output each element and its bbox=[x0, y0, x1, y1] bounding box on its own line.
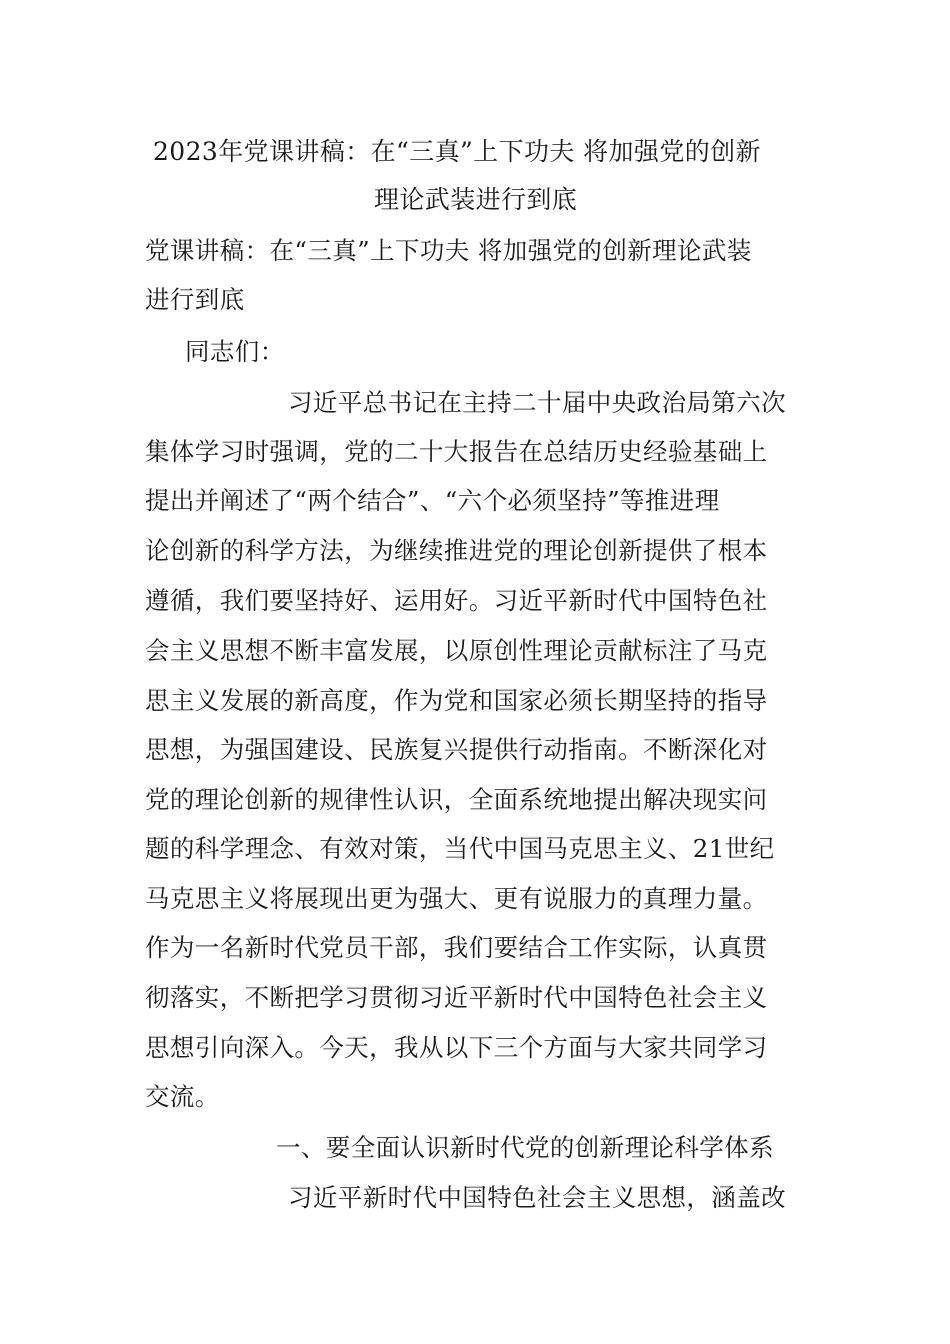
subtitle-line-1: 党课讲稿：在“三真”上下功夫 将加强党的创新理论武装 bbox=[145, 236, 752, 265]
paragraph1-line: 论创新的科学方法，为继续推进党的理论创新提供了根本 bbox=[145, 536, 768, 565]
paragraph1-line: 会主义思想不断丰富发展，以原创性理论贡献标注了马克 bbox=[145, 636, 768, 665]
document-title-line-1: 2023年党课讲稿：在“三真”上下功夫 将加强党的创新 bbox=[153, 137, 761, 166]
paragraph2-line: 习近平新时代中国特色社会主义思想，涵盖改 bbox=[288, 1183, 786, 1212]
paragraph1-line: 作为一名新时代党员干部，我们要结合工作实际，认真贯 bbox=[145, 933, 768, 962]
section1-heading: 一、要全面认识新时代党的创新理论科学体系 bbox=[276, 1133, 774, 1162]
paragraph1-line: 彻落实，不断把学习贯彻习近平新时代中国特色社会主义 bbox=[145, 983, 768, 1012]
subtitle-line-2: 进行到底 bbox=[145, 285, 245, 314]
paragraph1-line: 提出并阐述了“两个结合”、“六个必须坚持”等推进理 bbox=[145, 486, 720, 515]
paragraph1-line: 遵循，我们要坚持好、运用好。习近平新时代中国特色社 bbox=[145, 586, 768, 615]
paragraph1-line: 思主义发展的新高度，作为党和国家必须长期坚持的指导 bbox=[145, 686, 768, 715]
paragraph1-line: 交流。 bbox=[145, 1082, 220, 1111]
paragraph1-line: 马克思主义将展现出更为强大、更有说服力的真理力量。 bbox=[145, 884, 768, 913]
paragraph1-line: 党的理论创新的规律性认识，全面系统地提出解决现实问 bbox=[145, 785, 768, 814]
paragraph1-line: 思想，为强国建设、民族复兴提供行动指南。不断深化对 bbox=[145, 735, 768, 764]
paragraph1-line: 思想引向深入。今天，我从以下三个方面与大家共同学习 bbox=[145, 1033, 768, 1062]
salutation: 同志们： bbox=[185, 337, 285, 366]
paragraph1-line: 题的科学理念、有效对策，当代中国马克思主义、21世纪 bbox=[145, 834, 775, 863]
document-title-line-2: 理论武装进行到底 bbox=[374, 185, 578, 214]
paragraph1-line: 集体学习时强调，党的二十大报告在总结历史经验基础上 bbox=[145, 437, 768, 466]
paragraph1-line: 习近平总书记在主持二十届中央政治局第六次 bbox=[288, 388, 786, 417]
